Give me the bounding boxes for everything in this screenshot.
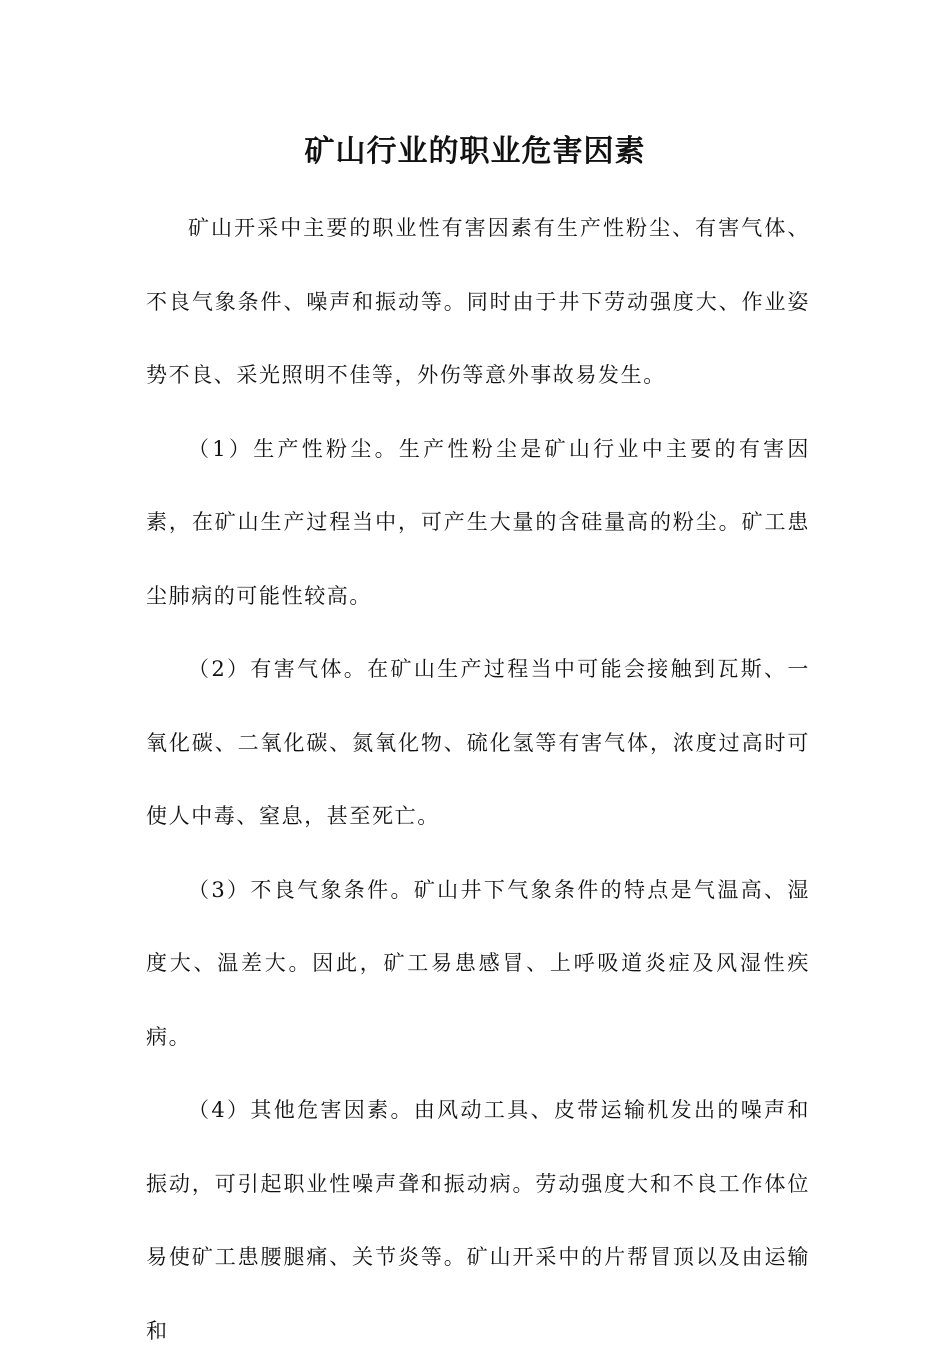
paragraph-climate: （3）不良气象条件。矿山井下气象条件的特点是气温高、湿度大、温差大。因此，矿工易患感冒、上呼吸道炎症及风湿性疾病。 xyxy=(146,877,810,1049)
document-title: 矿山行业的职业危害因素 xyxy=(304,134,646,169)
paragraph-gas: （2）有害气体。在矿山生产过程当中可能会接触到瓦斯、一氧化碳、二氧化碳、氮氧化物、硫化氢等有害气体，浓度过高时可使人中毒、窒息，甚至死亡。 xyxy=(146,657,810,828)
document-body xyxy=(146,192,810,1368)
paragraph-other: （4）其他危害因素。由风动工具、皮带运输机发出的噪声和振动，可引起职业性噪声聋和振动病。劳动强度大和不良工作体位易使矿工患腰腿痛、关节炎等。矿山开采中的片帮冒顶以及由运输和 xyxy=(146,1098,810,1343)
paragraph-intro: 矿山开采中主要的职业性有害因素有生产性粉尘、有害气体、不良气象条件、噪声和振动等。同时由于井下劳动强度大、作业姿势不良、采光照明不佳等，外伤等意外事故易发生。 xyxy=(146,216,810,387)
paragraph-dust: （1）生产性粉尘。生产性粉尘是矿山行业中主要的有害因素，在矿山生产过程当中，可产生大量的含硅量高的粉尘。矿工患尘肺病的可能性较高。 xyxy=(146,436,810,608)
